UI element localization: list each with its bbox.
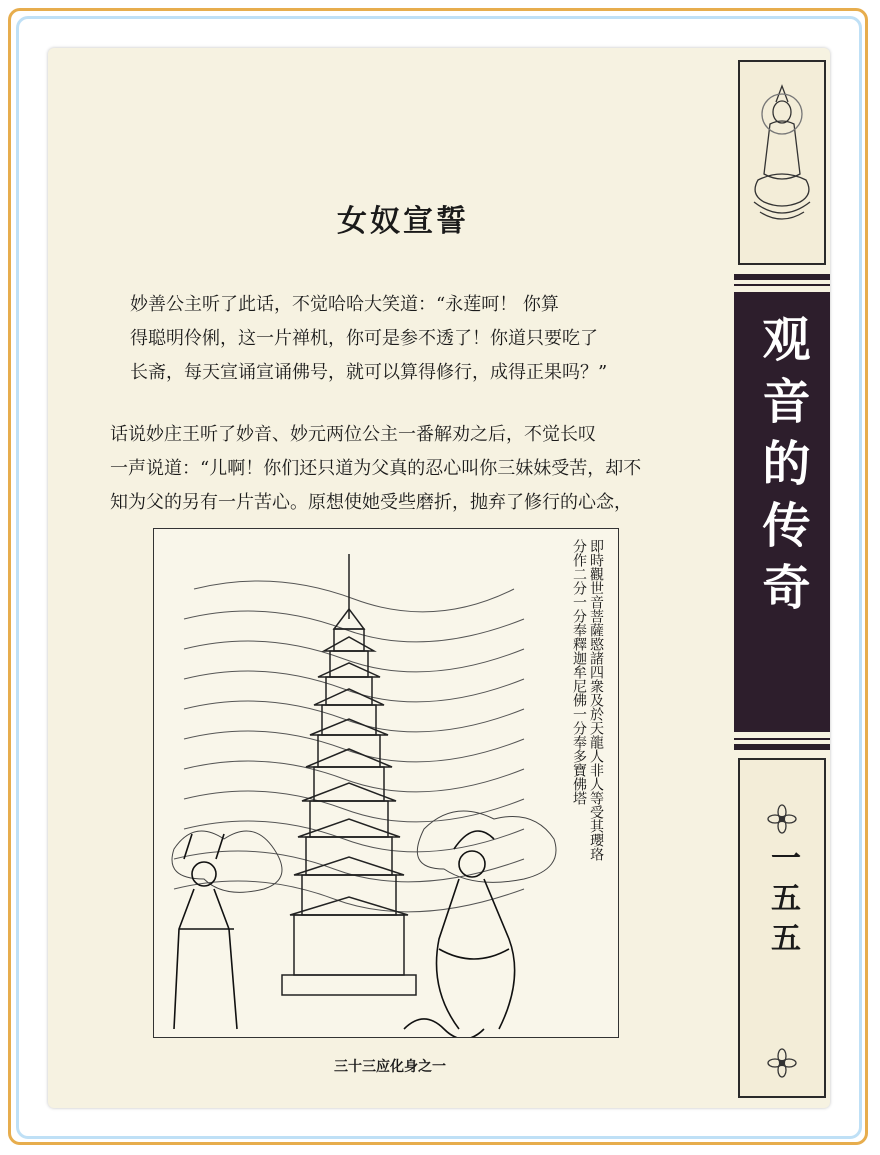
illustration-caption: 三十三应化身之一	[334, 1059, 446, 1075]
quote-block	[130, 288, 650, 390]
page-number: 一五五	[765, 842, 800, 962]
quote-line: 长斋，每天宣诵宣诵佛号，就可以算得修行，成得正果吗？”	[130, 362, 608, 383]
book-page	[48, 48, 830, 1108]
flower-ornament-icon	[767, 804, 797, 834]
paragraph-line: 一声说道：“儿啊！你们还只道为父真的忍心叫你三妹妹受苦，却不	[110, 458, 642, 479]
chapter-title: 女奴宣誓	[337, 204, 469, 239]
quote-line: 妙善公主听了此话，不觉哈哈大笑道：“永莲呵！ 你算	[130, 294, 559, 315]
sidebar-bottom-panel	[738, 758, 826, 1098]
woodblock-illustration	[153, 528, 619, 1038]
guanyin-seated-icon	[740, 62, 824, 263]
body-paragraph	[110, 418, 710, 520]
illustration-inscription: 即時觀世音菩薩愍諸四衆及於天龍人非人等受其瓔珞分作二分一分奉釋迦牟尼佛一分奉多寶佛塔	[571, 539, 604, 861]
sidebar-top-panel	[738, 60, 826, 265]
paragraph-line: 话说妙庄王听了妙音、妙元两位公主一番解劝之后，不觉长叹	[110, 424, 596, 445]
book-title-band	[734, 292, 830, 732]
sidebar-divider	[734, 738, 830, 740]
pagoda-scene-illustration	[154, 529, 619, 1038]
paragraph-line: 知为父的另有一片苦心。原想使她受些磨折，抛弃了修行的心念，	[110, 492, 632, 513]
quote-line: 得聪明伶俐，这一片禅机，你可是参不透了！你道只要吃了	[130, 328, 598, 349]
sidebar-divider	[734, 744, 830, 750]
flower-ornament-icon	[767, 1048, 797, 1078]
sidebar-divider	[734, 284, 830, 286]
book-title: 观音的传奇	[754, 314, 810, 624]
sidebar-divider	[734, 274, 830, 280]
